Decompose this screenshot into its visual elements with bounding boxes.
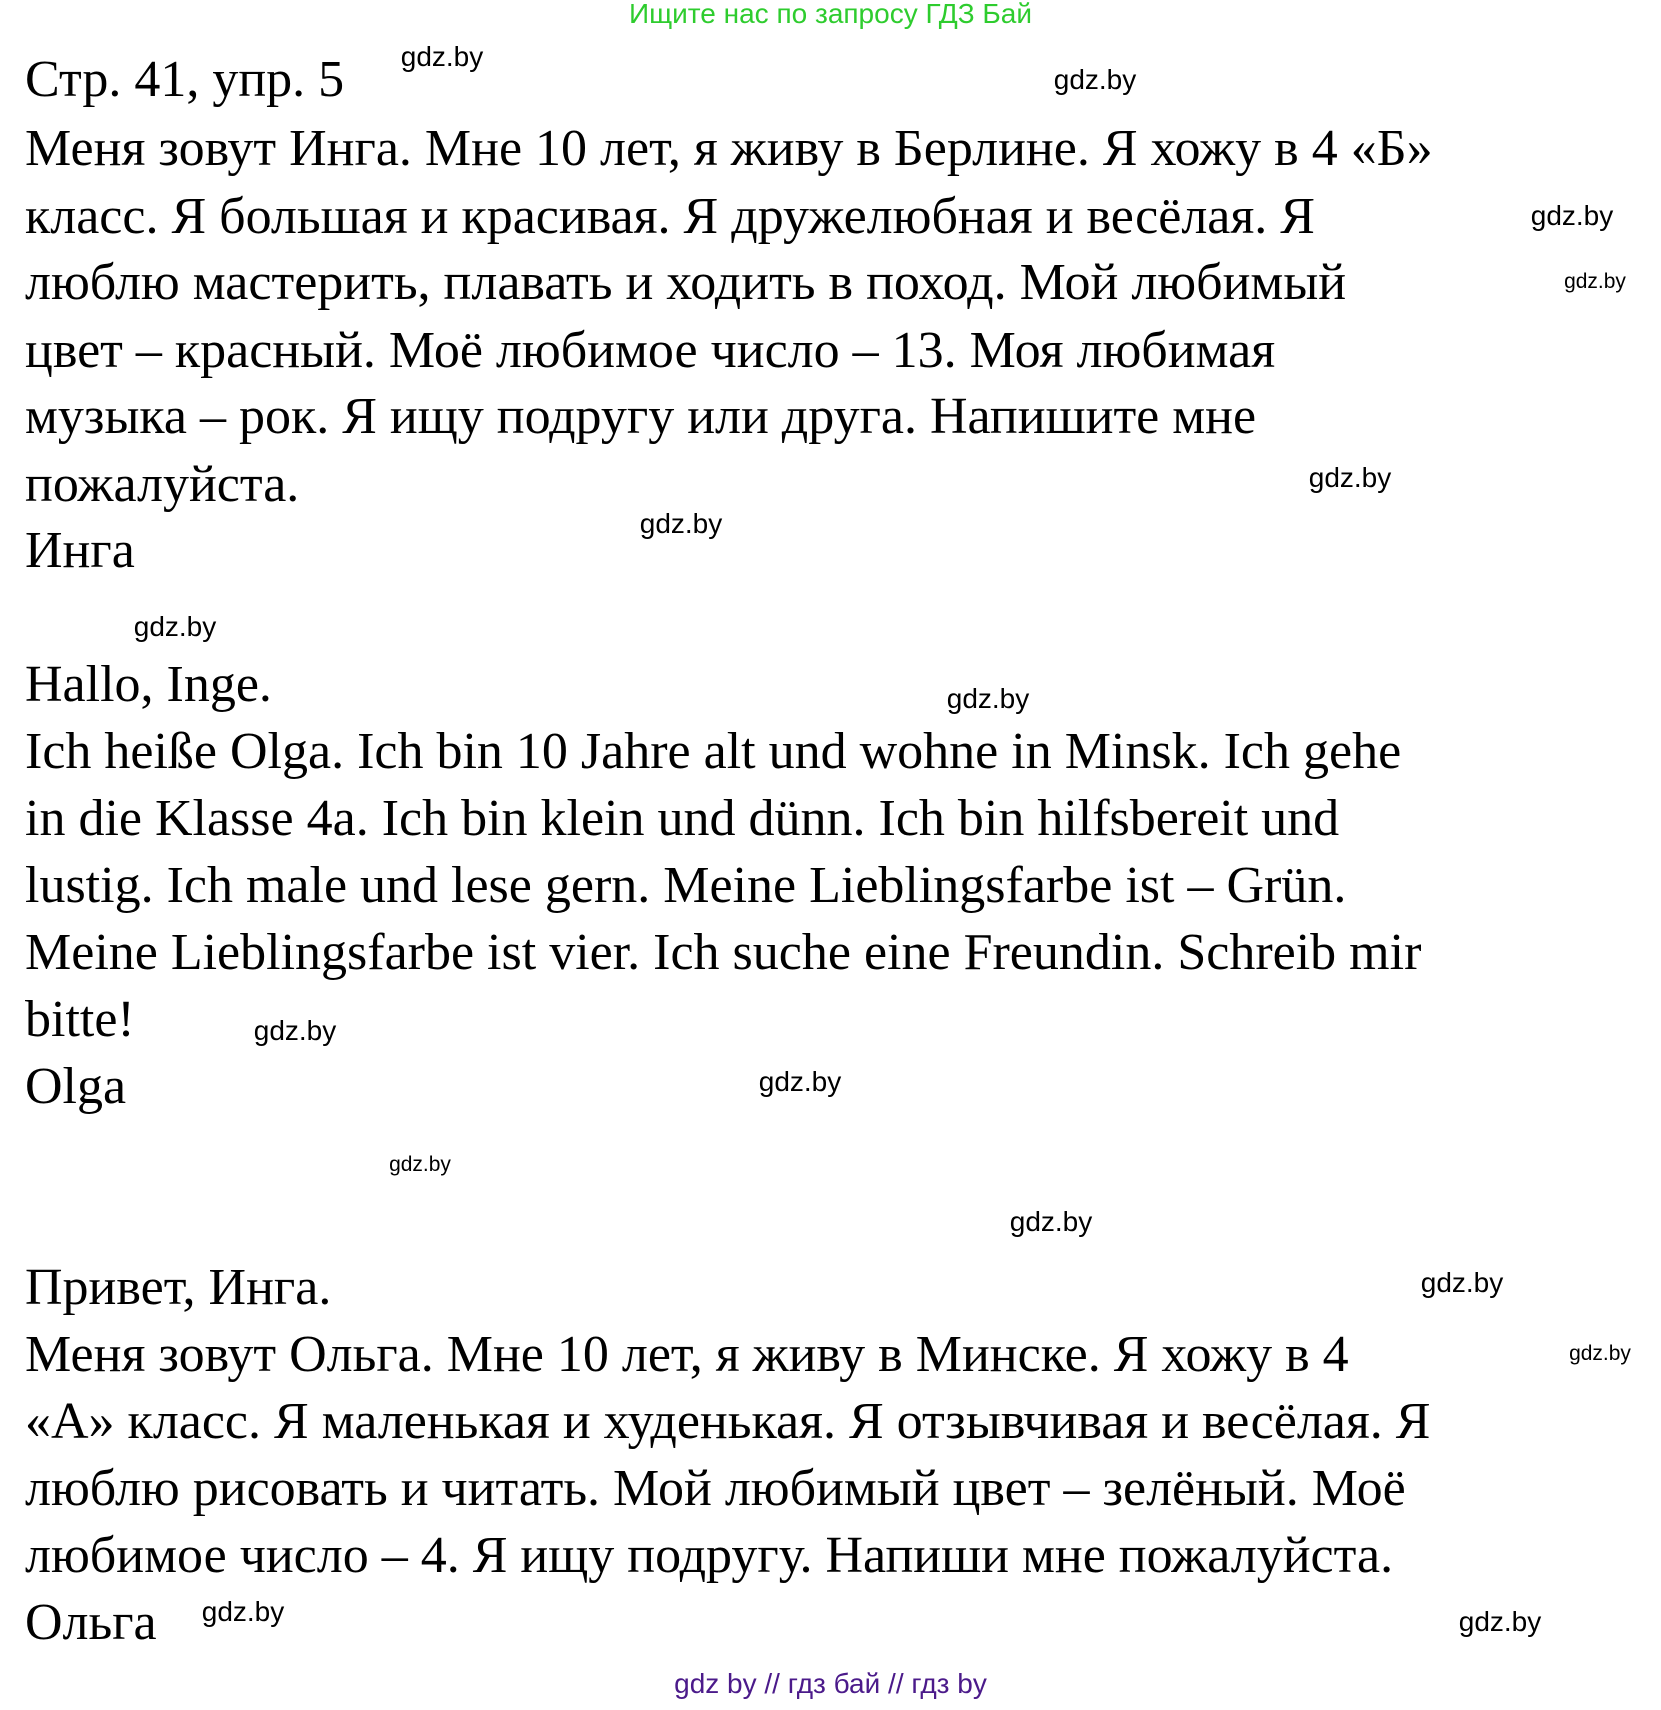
olga-german-letter-line: in die Klasse 4a. Ich bin klein und dünn. Ich bin hilfsbereit und	[25, 789, 1340, 847]
inga-letter-line: цвет – красный. Моё любимое число – 13. Моя любимая	[25, 321, 1276, 379]
olga-german-letter-line: bitte!	[25, 991, 135, 1049]
watermark: gdz.by	[639, 508, 723, 539]
watermark: gdz.by	[389, 1153, 451, 1176]
inga-letter-line: Меня зовут Инга. Мне 10 лет, я живу в Берлине. Я хожу в 4 «Б»	[25, 120, 1433, 178]
watermark: gdz.by	[1569, 1342, 1631, 1365]
watermark: gdz.by	[1308, 462, 1392, 493]
watermark: gdz.by	[1458, 1606, 1542, 1637]
watermark: gdz.by	[1564, 270, 1626, 293]
watermark: gdz.by	[1420, 1267, 1504, 1298]
watermark: gdz.by	[1053, 64, 1137, 95]
watermark: gdz.by	[758, 1066, 842, 1097]
olga-russian-letter-line: Привет, Инга.	[25, 1259, 332, 1317]
olga-russian-letter-line: Ольга	[25, 1593, 157, 1651]
olga-russian-letter-line: «А» класс. Я маленькая и худенькая. Я отзывчивая и весёлая. Я	[25, 1393, 1431, 1451]
olga-german-letter-line: Olga	[25, 1057, 127, 1115]
olga-russian-letter-line: Меня зовут Ольга. Мне 10 лет, я живу в Минске. Я хожу в 4	[25, 1325, 1349, 1383]
olga-german-letter-line: lustig. Ich male und lese gern. Meine Lieblingsfarbe ist – Grün.	[25, 857, 1347, 915]
inga-letter-line: музыка – рок. Я ищу подругу или друга. Напишите мне	[25, 387, 1257, 445]
olga-german-letter-line: Ich heiße Olga. Ich bin 10 Jahre alt und wohne in Minsk. Ich gehe	[25, 723, 1402, 781]
watermark: gdz.by	[946, 683, 1030, 714]
olga-german-letter-line: Hallo, Inge.	[25, 655, 272, 713]
search-banner: Ищите нас по запросу ГДЗ Бай	[628, 0, 1033, 29]
watermark: gdz.by	[201, 1596, 285, 1627]
watermark: gdz.by	[1530, 200, 1614, 231]
footer-links[interactable]: gdz by // гдз бай // гдз by	[674, 1668, 987, 1699]
watermark: gdz.by	[253, 1015, 337, 1046]
inga-letter-line: Инга	[25, 521, 135, 579]
page-title: Стр. 41, упр. 5	[25, 51, 345, 108]
olga-russian-letter-line: любимое число – 4. Я ищу подругу. Напиши мне пожалуйста.	[25, 1527, 1394, 1585]
watermark: gdz.by	[1009, 1206, 1093, 1237]
watermark: gdz.by	[133, 611, 217, 642]
watermark: gdz.by	[400, 41, 484, 72]
inga-letter-line: люблю мастерить, плавать и ходить в поход. Мой любимый	[25, 254, 1347, 312]
olga-german-letter-line: Meine Lieblingsfarbe ist vier. Ich suche eine Freundin. Schreib mir	[25, 923, 1422, 981]
inga-letter-line: пожалуйста.	[25, 455, 300, 513]
olga-russian-letter-line: люблю рисовать и читать. Мой любимый цвет – зелёный. Моё	[25, 1459, 1406, 1517]
inga-letter-line: класс. Я большая и красивая. Я дружелюбная и весёлая. Я	[25, 187, 1315, 245]
